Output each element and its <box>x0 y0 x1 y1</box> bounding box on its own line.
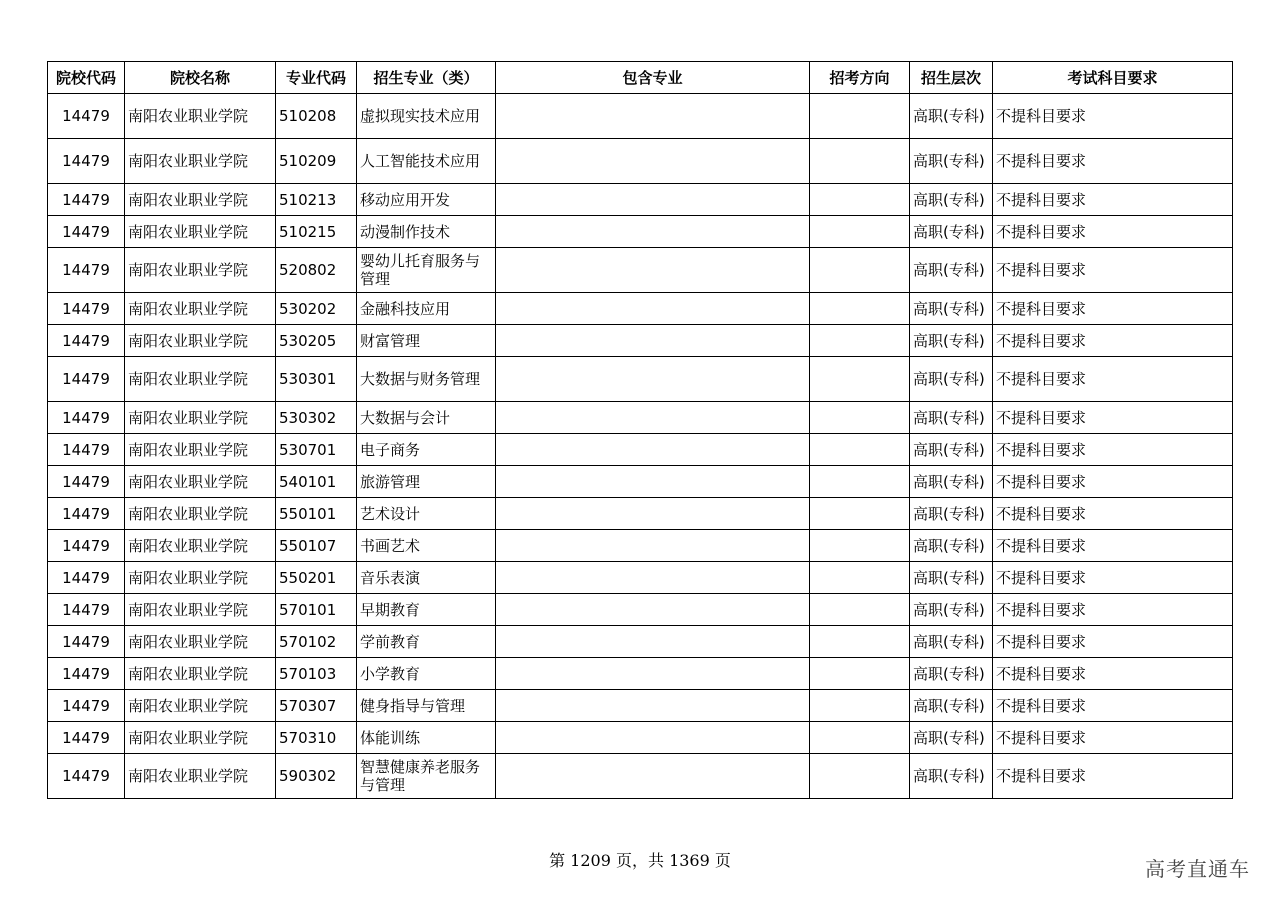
cell-exam-requirements: 不提科目要求 <box>993 357 1233 402</box>
cell-direction <box>810 184 910 216</box>
cell-included-majors <box>496 562 810 594</box>
cell-school-name: 南阳农业职业学院 <box>125 216 276 248</box>
cell-major-code: 520802 <box>276 248 357 293</box>
cell-direction <box>810 293 910 325</box>
cell-school-code: 14479 <box>48 466 125 498</box>
cell-school-code: 14479 <box>48 325 125 357</box>
cell-included-majors <box>496 498 810 530</box>
cell-major: 艺术设计 <box>357 498 496 530</box>
cell-school-code: 14479 <box>48 402 125 434</box>
cell-level: 高职(专科) <box>910 402 993 434</box>
cell-major-code: 590302 <box>276 754 357 799</box>
cell-included-majors <box>496 626 810 658</box>
cell-school-code: 14479 <box>48 498 125 530</box>
table-row <box>48 434 1233 466</box>
cell-school-code: 14479 <box>48 434 125 466</box>
cell-school-code: 14479 <box>48 722 125 754</box>
cell-major: 婴幼儿托育服务与管理 <box>357 248 496 293</box>
cell-level: 高职(专科) <box>910 466 993 498</box>
cell-major: 动漫制作技术 <box>357 216 496 248</box>
cell-school-code: 14479 <box>48 658 125 690</box>
cell-school-name: 南阳农业职业学院 <box>125 722 276 754</box>
cell-direction <box>810 94 910 139</box>
table-row <box>48 562 1233 594</box>
cell-exam-requirements: 不提科目要求 <box>993 184 1233 216</box>
cell-direction <box>810 357 910 402</box>
cell-major: 健身指导与管理 <box>357 690 496 722</box>
cell-level: 高职(专科) <box>910 139 993 184</box>
table-row <box>48 184 1233 216</box>
cell-school-name: 南阳农业职业学院 <box>125 530 276 562</box>
cell-exam-requirements: 不提科目要求 <box>993 562 1233 594</box>
cell-major: 电子商务 <box>357 434 496 466</box>
cell-major-code: 570307 <box>276 690 357 722</box>
cell-school-code: 14479 <box>48 690 125 722</box>
header-row <box>48 62 1233 94</box>
cell-direction <box>810 690 910 722</box>
table-row <box>48 325 1233 357</box>
cell-major-code: 570310 <box>276 722 357 754</box>
cell-level: 高职(专科) <box>910 626 993 658</box>
cell-school-name: 南阳农业职业学院 <box>125 293 276 325</box>
cell-school-code: 14479 <box>48 530 125 562</box>
cell-level: 高职(专科) <box>910 594 993 626</box>
table-row <box>48 530 1233 562</box>
cell-exam-requirements: 不提科目要求 <box>993 466 1233 498</box>
cell-level: 高职(专科) <box>910 658 993 690</box>
cell-direction <box>810 248 910 293</box>
table-row <box>48 139 1233 184</box>
cell-school-code: 14479 <box>48 248 125 293</box>
table-row <box>48 94 1233 139</box>
header-major: 招生专业（类） <box>357 62 496 94</box>
cell-included-majors <box>496 94 810 139</box>
cell-included-majors <box>496 594 810 626</box>
cell-major: 金融科技应用 <box>357 293 496 325</box>
cell-direction <box>810 594 910 626</box>
cell-school-name: 南阳农业职业学院 <box>125 357 276 402</box>
cell-exam-requirements: 不提科目要求 <box>993 94 1233 139</box>
cell-major: 虚拟现实技术应用 <box>357 94 496 139</box>
cell-major: 智慧健康养老服务与管理 <box>357 754 496 799</box>
cell-school-name: 南阳农业职业学院 <box>125 434 276 466</box>
cell-school-name: 南阳农业职业学院 <box>125 690 276 722</box>
table-row <box>48 626 1233 658</box>
cell-included-majors <box>496 690 810 722</box>
cell-level: 高职(专科) <box>910 434 993 466</box>
cell-direction <box>810 402 910 434</box>
cell-level: 高职(专科) <box>910 357 993 402</box>
cell-level: 高职(专科) <box>910 562 993 594</box>
table-row <box>48 402 1233 434</box>
cell-school-code: 14479 <box>48 94 125 139</box>
cell-major: 小学教育 <box>357 658 496 690</box>
cell-major: 移动应用开发 <box>357 184 496 216</box>
cell-major-code: 510213 <box>276 184 357 216</box>
cell-major: 书画艺术 <box>357 530 496 562</box>
cell-major: 大数据与财务管理 <box>357 357 496 402</box>
cell-exam-requirements: 不提科目要求 <box>993 594 1233 626</box>
cell-major-code: 550107 <box>276 530 357 562</box>
cell-included-majors <box>496 754 810 799</box>
cell-school-code: 14479 <box>48 626 125 658</box>
cell-exam-requirements: 不提科目要求 <box>993 325 1233 357</box>
cell-level: 高职(专科) <box>910 94 993 139</box>
cell-major-code: 510215 <box>276 216 357 248</box>
cell-major-code: 570103 <box>276 658 357 690</box>
cell-school-code: 14479 <box>48 216 125 248</box>
cell-school-name: 南阳农业职业学院 <box>125 94 276 139</box>
cell-level: 高职(专科) <box>910 184 993 216</box>
cell-major: 大数据与会计 <box>357 402 496 434</box>
cell-major: 早期教育 <box>357 594 496 626</box>
cell-exam-requirements: 不提科目要求 <box>993 498 1233 530</box>
cell-direction <box>810 658 910 690</box>
table-row <box>48 498 1233 530</box>
cell-included-majors <box>496 293 810 325</box>
cell-school-code: 14479 <box>48 357 125 402</box>
cell-school-name: 南阳农业职业学院 <box>125 248 276 293</box>
cell-direction <box>810 722 910 754</box>
cell-direction <box>810 216 910 248</box>
table-row <box>48 722 1233 754</box>
cell-major: 旅游管理 <box>357 466 496 498</box>
table-header <box>48 62 1233 94</box>
cell-major-code: 570102 <box>276 626 357 658</box>
cell-school-name: 南阳农业职业学院 <box>125 402 276 434</box>
cell-exam-requirements: 不提科目要求 <box>993 216 1233 248</box>
cell-included-majors <box>496 357 810 402</box>
cell-exam-requirements: 不提科目要求 <box>993 402 1233 434</box>
cell-exam-requirements: 不提科目要求 <box>993 754 1233 799</box>
cell-level: 高职(专科) <box>910 293 993 325</box>
cell-school-name: 南阳农业职业学院 <box>125 594 276 626</box>
cell-direction <box>810 325 910 357</box>
cell-level: 高职(专科) <box>910 248 993 293</box>
cell-direction <box>810 530 910 562</box>
cell-included-majors <box>496 658 810 690</box>
cell-direction <box>810 626 910 658</box>
cell-school-name: 南阳农业职业学院 <box>125 562 276 594</box>
table-row <box>48 357 1233 402</box>
cell-level: 高职(专科) <box>910 530 993 562</box>
cell-included-majors <box>496 722 810 754</box>
cell-level: 高职(专科) <box>910 216 993 248</box>
table-row <box>48 690 1233 722</box>
admissions-table <box>47 61 1233 799</box>
header-school-name: 院校名称 <box>125 62 276 94</box>
cell-included-majors <box>496 184 810 216</box>
cell-exam-requirements: 不提科目要求 <box>993 293 1233 325</box>
cell-major-code: 570101 <box>276 594 357 626</box>
cell-exam-requirements: 不提科目要求 <box>993 690 1233 722</box>
header-exam-requirements: 考试科目要求 <box>993 62 1233 94</box>
cell-school-name: 南阳农业职业学院 <box>125 498 276 530</box>
cell-school-code: 14479 <box>48 754 125 799</box>
cell-school-name: 南阳农业职业学院 <box>125 466 276 498</box>
cell-exam-requirements: 不提科目要求 <box>993 626 1233 658</box>
cell-level: 高职(专科) <box>910 325 993 357</box>
cell-major-code: 530701 <box>276 434 357 466</box>
cell-school-code: 14479 <box>48 562 125 594</box>
cell-major: 财富管理 <box>357 325 496 357</box>
cell-included-majors <box>496 530 810 562</box>
cell-school-name: 南阳农业职业学院 <box>125 184 276 216</box>
page-number: 第 1209 页，共 1369 页 <box>549 851 731 870</box>
header-included-majors: 包含专业 <box>496 62 810 94</box>
cell-exam-requirements: 不提科目要求 <box>993 248 1233 293</box>
cell-major-code: 530202 <box>276 293 357 325</box>
cell-major-code: 540101 <box>276 466 357 498</box>
cell-major: 音乐表演 <box>357 562 496 594</box>
table-body <box>48 94 1233 799</box>
cell-major: 体能训练 <box>357 722 496 754</box>
cell-major-code: 530205 <box>276 325 357 357</box>
cell-major-code: 510208 <box>276 94 357 139</box>
cell-direction <box>810 139 910 184</box>
table-row <box>48 594 1233 626</box>
cell-school-name: 南阳农业职业学院 <box>125 325 276 357</box>
cell-direction <box>810 754 910 799</box>
cell-school-name: 南阳农业职业学院 <box>125 754 276 799</box>
cell-exam-requirements: 不提科目要求 <box>993 530 1233 562</box>
header-school-code: 院校代码 <box>48 62 125 94</box>
header-major-code: 专业代码 <box>276 62 357 94</box>
cell-direction <box>810 562 910 594</box>
header-direction: 招考方向 <box>810 62 910 94</box>
cell-major-code: 530302 <box>276 402 357 434</box>
cell-level: 高职(专科) <box>910 498 993 530</box>
header-level: 招生层次 <box>910 62 993 94</box>
cell-major-code: 510209 <box>276 139 357 184</box>
cell-included-majors <box>496 434 810 466</box>
cell-level: 高职(专科) <box>910 754 993 799</box>
cell-included-majors <box>496 325 810 357</box>
cell-direction <box>810 466 910 498</box>
cell-direction <box>810 498 910 530</box>
table-row <box>48 754 1233 799</box>
cell-direction <box>810 434 910 466</box>
table-row <box>48 658 1233 690</box>
cell-included-majors <box>496 466 810 498</box>
cell-major-code: 530301 <box>276 357 357 402</box>
cell-exam-requirements: 不提科目要求 <box>993 434 1233 466</box>
cell-school-code: 14479 <box>48 594 125 626</box>
cell-level: 高职(专科) <box>910 722 993 754</box>
watermark-text: 高考直通车 <box>1145 857 1250 881</box>
cell-exam-requirements: 不提科目要求 <box>993 722 1233 754</box>
cell-major-code: 550101 <box>276 498 357 530</box>
cell-school-code: 14479 <box>48 139 125 184</box>
cell-major: 人工智能技术应用 <box>357 139 496 184</box>
cell-school-name: 南阳农业职业学院 <box>125 626 276 658</box>
cell-school-code: 14479 <box>48 184 125 216</box>
cell-included-majors <box>496 216 810 248</box>
cell-school-name: 南阳农业职业学院 <box>125 658 276 690</box>
cell-exam-requirements: 不提科目要求 <box>993 658 1233 690</box>
cell-school-name: 南阳农业职业学院 <box>125 139 276 184</box>
table-row <box>48 293 1233 325</box>
table-row <box>48 248 1233 293</box>
table-row <box>48 466 1233 498</box>
cell-included-majors <box>496 402 810 434</box>
cell-school-code: 14479 <box>48 293 125 325</box>
cell-exam-requirements: 不提科目要求 <box>993 139 1233 184</box>
table-row <box>48 216 1233 248</box>
cell-included-majors <box>496 139 810 184</box>
cell-included-majors <box>496 248 810 293</box>
cell-major-code: 550201 <box>276 562 357 594</box>
cell-level: 高职(专科) <box>910 690 993 722</box>
cell-major: 学前教育 <box>357 626 496 658</box>
